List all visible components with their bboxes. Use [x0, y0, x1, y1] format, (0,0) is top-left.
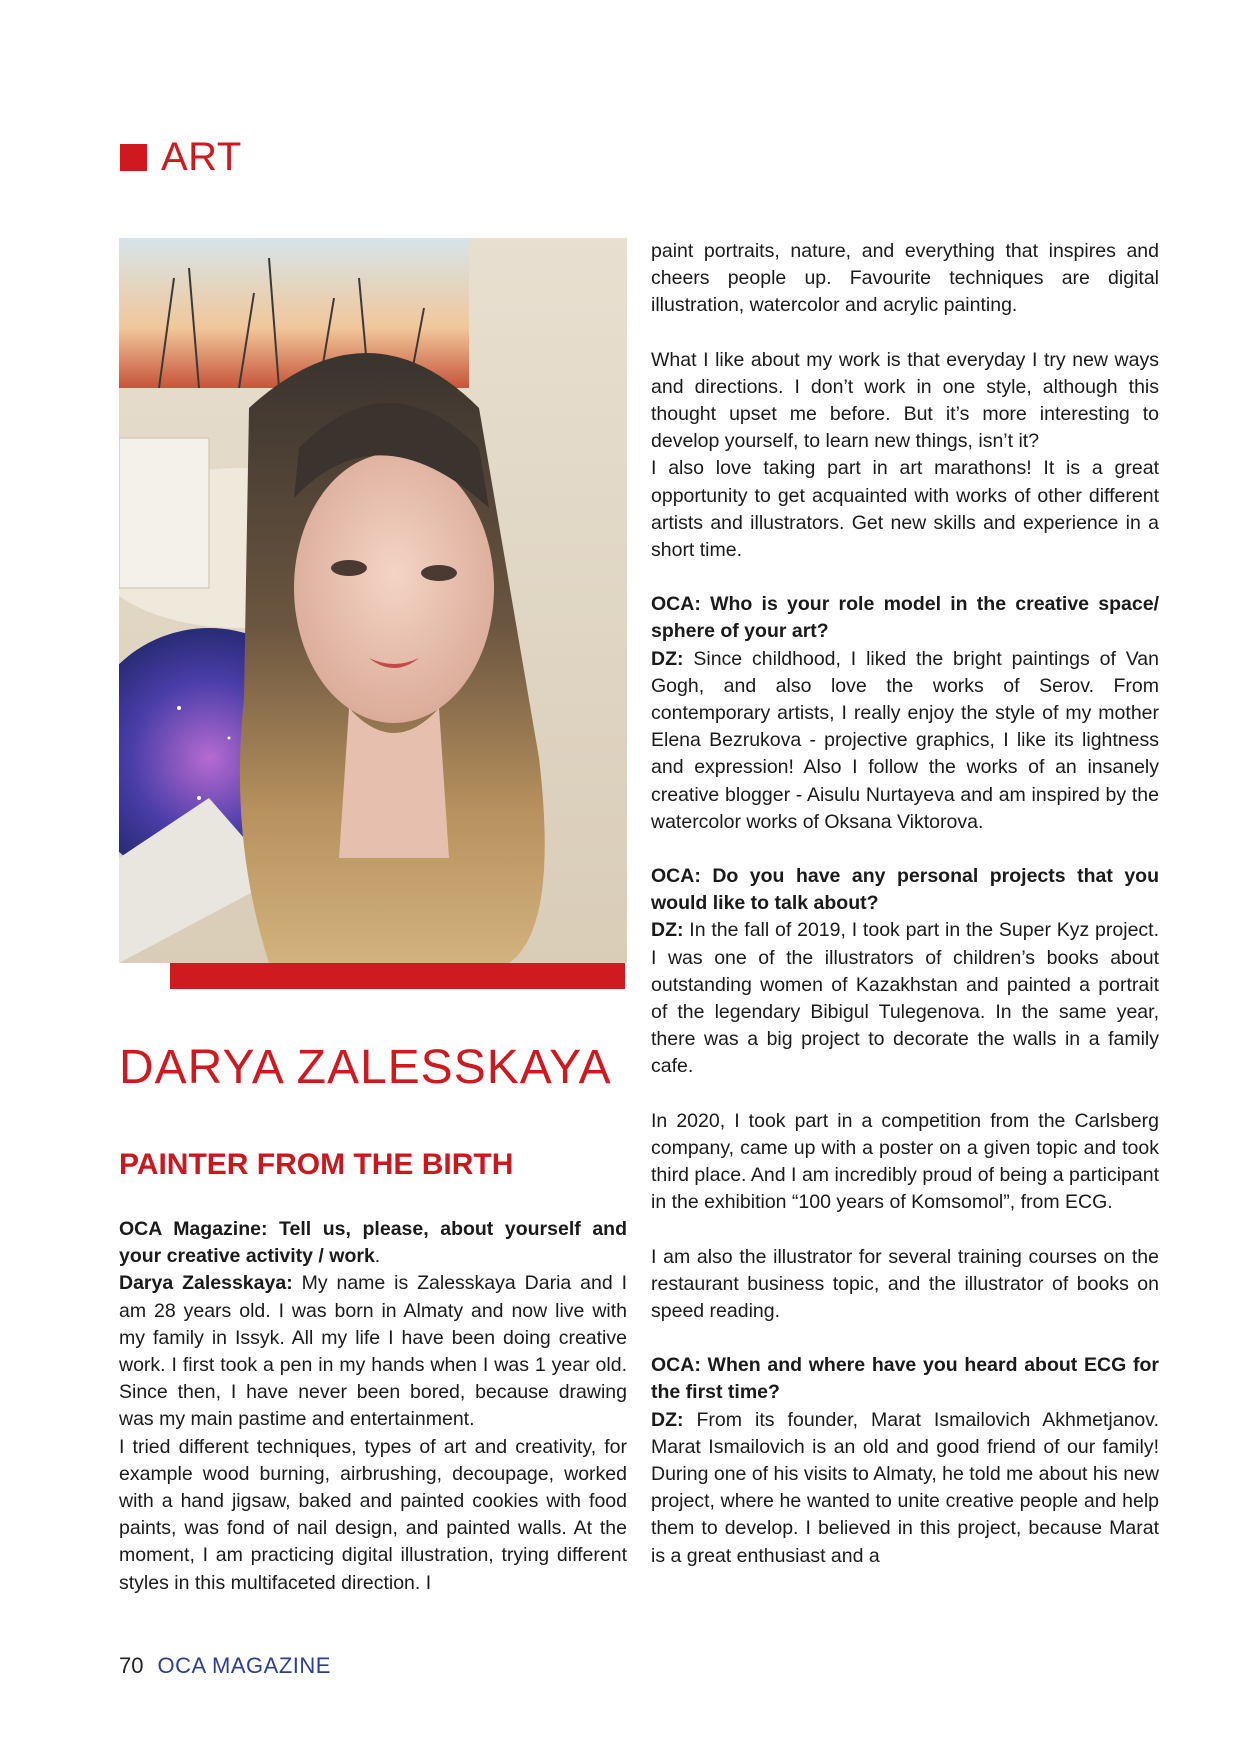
- answer-paragraph: [651, 1407, 1159, 1570]
- article-subtitle: PAINTER FROM THE BIRTH: [119, 1148, 514, 1181]
- body-paragraph: In 2020, I took part in a competition from the Carlsberg company, came up with a poster on a given topic and took third place. And I am incredibly proud of being a participant in the exhibition “100 years of Komsomol”, from ECG.: [651, 1109, 1159, 1214]
- body-paragraph: I tried different techniques, types of art and creativity, for example wood burning, airbrushing, decoupage, worked with a hand jigsaw, baked and painted cookies with food paints, was fond of nail design, and painted walls. At the moment, I am practicing digital illustration, trying different styles in this multifaceted direction. I: [119, 1435, 627, 1594]
- question-end: .: [374, 1245, 381, 1268]
- answer-text: In the fall of 2019, I took part in the Super Kyz project. I was one of the illustrators of children’s books about outstanding women of Kazakhstan and painted a portrait of the legendary Bibigul Tulegenova. In the same year, there was a big project to decorate the walls in a family cafe.: [651, 919, 1159, 1078]
- answer-text: My name is Zalesskaya Daria and I am 28 years old. I was born in Almaty and now live with my family in Issyk. All my life I have been doing creative work. I first took a pen in my hands when I was 1 year old. Since then, I have never been bored, because drawing was my main pastime and entertainment.: [119, 1272, 627, 1431]
- answer-text: Since childhood, I liked the bright paintings of Van Gogh, and also love the works of Serov. From contemporary artists, I really enjoy the style of my mother Elena Bezrukova - projective graphics, I like its lightness and expression! Also I follow the works of an insanely creative blogger - Aisulu Nurtayeva and am inspired by the watercolor works of Oksana Viktorova.: [651, 647, 1159, 833]
- question-text: OCA: When and where have you heard about ECG for the first time?: [651, 1354, 1159, 1404]
- question-text: OCA Magazine: Tell us, please, about yourself and your creative activity / work: [119, 1218, 627, 1268]
- portrait-photo: [119, 238, 627, 963]
- section-label: ART: [161, 135, 242, 179]
- body-paragraph: paint portraits, nature, and everything that inspires and cheers people up. Favourite techniques are digital illustration, watercolor and acrylic painting.: [651, 240, 1159, 317]
- answer-paragraph: [651, 917, 1159, 1080]
- body-paragraph: I am also the illustrator for several training courses on the restaurant business topic, and the illustrator of books on speed reading.: [651, 1245, 1159, 1322]
- page-number: 70: [119, 1653, 144, 1678]
- magazine-name: OCA MAGAZINE: [157, 1653, 331, 1678]
- page-footer: [119, 1652, 331, 1680]
- speaker-label: DZ:: [651, 1408, 684, 1431]
- section-header: [120, 134, 242, 180]
- question-paragraph: [119, 1216, 627, 1270]
- section-square-icon: [120, 144, 147, 171]
- question-text: OCA: Do you have any personal projects that you would like to talk about?: [651, 865, 1159, 915]
- article-title: DARYA ZALESSKAYA: [119, 1041, 612, 1094]
- answer-paragraph: [119, 1270, 627, 1433]
- question-text: OCA: Who is your role model in the creative space/ sphere of your art?: [651, 593, 1159, 643]
- answer-text: From its founder, Marat Ismailovich Akhmetjanov. Marat Ismailovich is an old and good friend of our family! During one of his visits to Almaty, he told me about his new project, where he wanted to unite creative people and help them to develop. I believed in this project, because Marat is a great enthusiast and a: [651, 1408, 1159, 1567]
- speaker-label: DZ:: [651, 919, 684, 942]
- body-paragraph: I also love taking part in art marathons! It is a great opportunity to get acquainted with works of other different artists and illustrators. Get new skills and experience in a short time.: [651, 457, 1159, 562]
- speaker-label: Darya Zalesskaya:: [119, 1272, 293, 1295]
- body-paragraph: What I like about my work is that everyday I try new ways and directions. I don’t work in one style, although this thought upset me before. But it’s more interesting to develop yourself, to learn new things, isn’t it?: [651, 348, 1159, 453]
- text-column-left: [119, 1216, 627, 1597]
- text-column-right: [651, 238, 1159, 1570]
- speaker-label: DZ:: [651, 647, 684, 670]
- answer-paragraph: [651, 646, 1159, 836]
